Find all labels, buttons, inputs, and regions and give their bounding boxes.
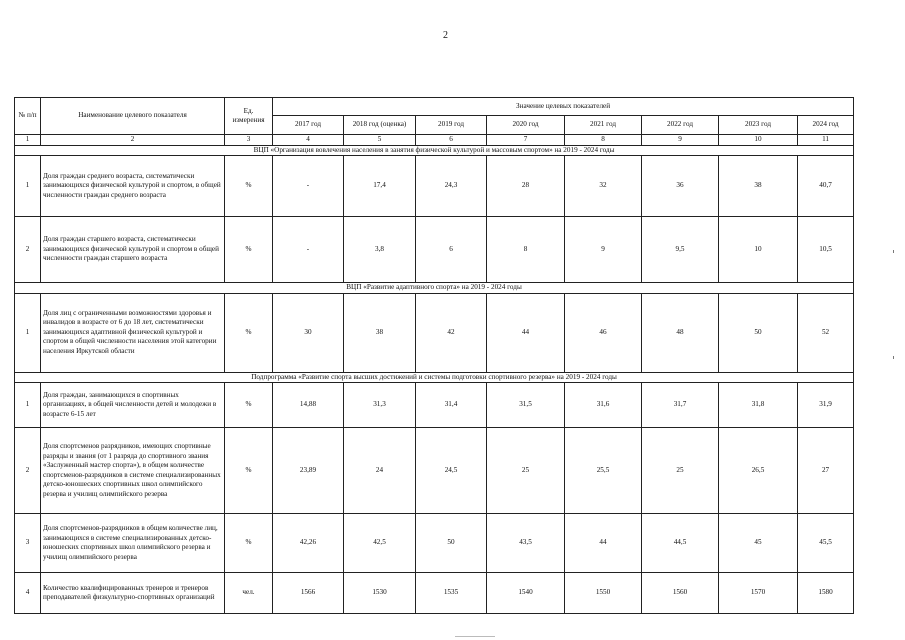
value-cell: 31,7: [642, 383, 719, 428]
value-cell: 14,88: [273, 383, 344, 428]
row-num: 1: [15, 156, 41, 217]
value-cell: 9,5: [642, 217, 719, 283]
unit-cell: %: [225, 383, 273, 428]
value-cell: 52: [798, 293, 854, 372]
column-number: 8: [565, 135, 642, 146]
value-cell: 25: [642, 428, 719, 514]
value-cell: 27: [798, 428, 854, 514]
value-cell: 36: [642, 156, 719, 217]
header-year: 2021 год: [565, 116, 642, 135]
table-row: [15, 383, 854, 428]
header-values-group: Значение целевых показателей: [273, 98, 854, 116]
target-indicators-table: [14, 97, 854, 614]
column-number: 5: [344, 135, 416, 146]
header-num: № п/п: [15, 98, 41, 135]
indicator-name: Доля граждан старшего возраста, систематически занимающихся физической культурой и спортом в общей численности граждан старшего возраста: [41, 217, 225, 283]
column-number: 4: [273, 135, 344, 146]
scan-speck: [893, 356, 894, 359]
value-cell: -: [273, 217, 344, 283]
value-cell: 31,8: [719, 383, 798, 428]
column-number: 6: [416, 135, 487, 146]
unit-cell: %: [225, 156, 273, 217]
column-number: 3: [225, 135, 273, 146]
header-year: 2022 год: [642, 116, 719, 135]
value-cell: 24,3: [416, 156, 487, 217]
section-title: ВЦП «Развитие адаптивного спорта» на 2019 - 2024 годы: [15, 283, 854, 294]
value-cell: 45,5: [798, 514, 854, 573]
header-name: Наименование целевого показателя: [41, 98, 225, 135]
scan-speck: [893, 250, 894, 253]
unit-cell: %: [225, 217, 273, 283]
value-cell: 40,7: [798, 156, 854, 217]
value-cell: 17,4: [344, 156, 416, 217]
indicator-name: Доля граждан среднего возраста, систематически занимающихся физической культурой и спортом, в общей численности граждан среднего возраста: [41, 156, 225, 217]
value-cell: 46: [565, 293, 642, 372]
value-cell: 1540: [487, 573, 565, 614]
table-row: [15, 156, 854, 217]
value-cell: 31,5: [487, 383, 565, 428]
value-cell: 31,3: [344, 383, 416, 428]
value-cell: 38: [344, 293, 416, 372]
header-year: 2024 год: [798, 116, 854, 135]
indicator-name: Доля спортсменов-разрядников в общем количестве лиц, занимающихся в системе специализированных детско-юношеских спортивных школ олимпийского резерва и училищ олимпийского резерва: [41, 514, 225, 573]
value-cell: 1570: [719, 573, 798, 614]
value-cell: 44,5: [642, 514, 719, 573]
value-cell: 42,26: [273, 514, 344, 573]
table-row: [15, 428, 854, 514]
section-title: Подпрограмма «Развитие спорта высших достижений и системы подготовки спортивного резерва» на 2019 - 2024 годы: [15, 372, 854, 383]
value-cell: 44: [565, 514, 642, 573]
value-cell: 24: [344, 428, 416, 514]
value-cell: 8: [487, 217, 565, 283]
table-row: [15, 573, 854, 614]
row-num: 1: [15, 293, 41, 372]
value-cell: 25,5: [565, 428, 642, 514]
unit-cell: %: [225, 514, 273, 573]
value-cell: 50: [416, 514, 487, 573]
row-num: 3: [15, 514, 41, 573]
value-cell: 1535: [416, 573, 487, 614]
header-year: 2019 год: [416, 116, 487, 135]
value-cell: 1530: [344, 573, 416, 614]
value-cell: 9: [565, 217, 642, 283]
value-cell: 30: [273, 293, 344, 372]
value-cell: 6: [416, 217, 487, 283]
value-cell: 43,5: [487, 514, 565, 573]
row-num: 4: [15, 573, 41, 614]
value-cell: 48: [642, 293, 719, 372]
unit-cell: %: [225, 293, 273, 372]
header-year: 2018 год (оценка): [344, 116, 416, 135]
page-number: 2: [443, 30, 448, 41]
value-cell: 31,4: [416, 383, 487, 428]
table-row: [15, 293, 854, 372]
indicator-name: Количество квалифицированных тренеров и тренеров преподавателей физкультурно-спортивных организаций: [41, 573, 225, 614]
value-cell: 31,9: [798, 383, 854, 428]
column-number: 9: [642, 135, 719, 146]
indicator-name: Доля граждан, занимающихся в спортивных организациях, в общей численности детей и молодежи в возрасте 6-15 лет: [41, 383, 225, 428]
value-cell: 24,5: [416, 428, 487, 514]
row-num: 2: [15, 217, 41, 283]
value-cell: 25: [487, 428, 565, 514]
column-number: 10: [719, 135, 798, 146]
value-cell: 10,5: [798, 217, 854, 283]
scan-speck: [455, 636, 495, 637]
value-cell: 50: [719, 293, 798, 372]
unit-cell: %: [225, 428, 273, 514]
value-cell: 32: [565, 156, 642, 217]
header-year: 2023 год: [719, 116, 798, 135]
column-number: 7: [487, 135, 565, 146]
header-unit: Ед. измерения: [225, 98, 273, 135]
indicator-name: Доля спортсменов разрядников, имеющих спортивные разряды и звания (от 1 разряда до спортивного звания «Заслуженный мастер спорта»), в общем количестве спортсменов-разрядников в системе специализированных детско-юношеских спортивных школ олимпийского резерва и училищ олимпийского резерва: [41, 428, 225, 514]
value-cell: 42,5: [344, 514, 416, 573]
value-cell: 28: [487, 156, 565, 217]
value-cell: 1566: [273, 573, 344, 614]
value-cell: 1560: [642, 573, 719, 614]
table-row: [15, 217, 854, 283]
column-number: 2: [41, 135, 225, 146]
value-cell: 42: [416, 293, 487, 372]
value-cell: -: [273, 156, 344, 217]
value-cell: 1550: [565, 573, 642, 614]
value-cell: 3,8: [344, 217, 416, 283]
header-year: 2017 год: [273, 116, 344, 135]
indicator-name: Доля лиц с ограниченными возможностями здоровья и инвалидов в возрасте от 6 до 18 лет, систематически занимающихся адаптивной физической культурой и спортом в общей численности населения этой категории населения Иркутской области: [41, 293, 225, 372]
value-cell: 31,6: [565, 383, 642, 428]
value-cell: 10: [719, 217, 798, 283]
value-cell: 38: [719, 156, 798, 217]
column-number: 11: [798, 135, 854, 146]
value-cell: 23,89: [273, 428, 344, 514]
value-cell: 44: [487, 293, 565, 372]
header-year: 2020 год: [487, 116, 565, 135]
unit-cell: чел.: [225, 573, 273, 614]
row-num: 2: [15, 428, 41, 514]
section-title: ВЦП «Организация вовлечения населения в занятия физической культурой и массовым спортом» на 2019 - 2024 годы: [15, 145, 854, 156]
row-num: 1: [15, 383, 41, 428]
value-cell: 26,5: [719, 428, 798, 514]
value-cell: 45: [719, 514, 798, 573]
table-row: [15, 514, 854, 573]
column-number: 1: [15, 135, 41, 146]
value-cell: 1580: [798, 573, 854, 614]
